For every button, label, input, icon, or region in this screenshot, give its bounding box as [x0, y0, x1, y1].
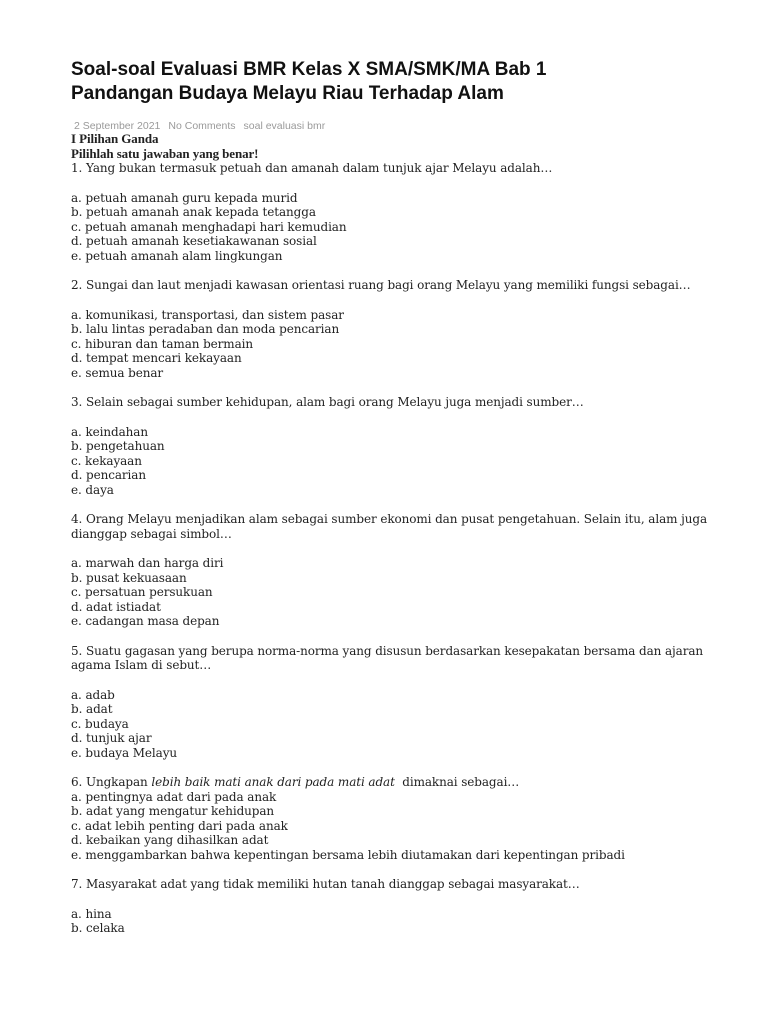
option-a: a. petuah amanah guru kepada murid: [71, 190, 298, 205]
option-e: e. daya: [71, 482, 114, 497]
instruction: Pilihlah satu jawaban yang benar!: [71, 145, 259, 161]
question-quote: lebih baik mati anak dari pada mati adat: [151, 775, 395, 789]
question-text: 1. Yang bukan termasuk petuah dan amanah dalam tunjuk ajar Melayu adalah…: [71, 161, 553, 175]
option-c: c. hiburan dan taman bermain: [71, 336, 254, 351]
option-d: d. adat istiadat: [71, 599, 161, 614]
question-7: [71, 877, 721, 936]
option-a: a. adab: [71, 687, 115, 702]
options-list: [71, 556, 721, 629]
question-6: [71, 775, 721, 862]
options-list: [71, 907, 721, 936]
options-list: [71, 790, 721, 863]
question-5: [71, 644, 721, 761]
options-list: [71, 425, 721, 498]
tag-link[interactable]: soal evaluasi bmr: [243, 120, 326, 132]
option-b: b. pengetahuan: [71, 439, 165, 453]
option-a: a. hina: [71, 906, 112, 921]
options-list: [71, 688, 721, 761]
option-b: b. petuah amanah anak kepada tetangga: [71, 205, 316, 219]
question-text-line-1: 4. Orang Melayu menjadikan alam sebagai sumber ekonomi dan pusat pengetahuan. Selain itu, alam juga: [71, 512, 708, 526]
option-a: a. marwah dan harga diri: [71, 556, 224, 570]
option-a: a. keindahan: [71, 424, 148, 439]
option-d: d. kebaikan yang dihasilkan adat: [71, 833, 269, 847]
question-3: [71, 395, 721, 497]
options-list: [71, 308, 721, 381]
question-text-line-1: 5. Suatu gagasan yang berupa norma-norma yang disusun berdasarkan kesepakatan bersama dan ajaran: [71, 643, 704, 658]
post-date[interactable]: 2 September 2021: [74, 120, 161, 132]
title-line-2: Pandangan Budaya Melayu Riau Terhadap Alam: [71, 83, 504, 104]
question-text-line-2: dianggap sebagai simbol…: [71, 526, 232, 541]
post-meta: [71, 120, 721, 132]
option-b: b. lalu lintas peradaban dan moda pencarian: [71, 322, 340, 336]
option-b: b. celaka: [71, 921, 125, 935]
question-1: [71, 161, 721, 263]
question-text: [71, 775, 721, 790]
option-c: c. persatuan persukuan: [71, 585, 213, 599]
option-a: a. komunikasi, transportasi, dan sistem pasar: [71, 307, 344, 322]
option-a: a. pentingnya adat dari pada anak: [71, 789, 277, 804]
option-b: b. adat: [71, 702, 113, 716]
option-b: b. adat yang mengatur kehidupan: [71, 804, 275, 818]
option-c: c. adat lebih penting dari pada anak: [71, 818, 288, 833]
title-line-1: Soal-soal Evaluasi BMR Kelas X SMA/SMK/MA Bab 1: [71, 59, 547, 80]
question-text: 7. Masyarakat adat yang tidak memiliki hutan tanah dianggap sebagai masyarakat…: [71, 877, 580, 891]
section-title: I Pilihan Ganda: [71, 131, 159, 146]
option-e: e. cadangan masa depan: [71, 614, 220, 628]
article-body: [71, 132, 721, 936]
article: [71, 58, 721, 936]
option-d: d. petuah amanah kesetiakawanan sosial: [71, 234, 317, 248]
option-c: c. budaya: [71, 716, 129, 731]
option-e: e. budaya Melayu: [71, 745, 178, 760]
option-b: b. pusat kekuasaan: [71, 570, 187, 585]
comments-link[interactable]: No Comments: [168, 120, 236, 132]
option-d: d. tempat mencari kekayaan: [71, 351, 242, 365]
options-list: [71, 191, 721, 264]
option-e: e. menggambarkan bahwa kepentingan bersama lebih diutamakan dari kepentingan pribadi: [71, 847, 625, 862]
question-prefix: 6. Ungkapan: [71, 775, 148, 789]
question-text: 2. Sungai dan laut menjadi kawasan orientasi ruang bagi orang Melayu yang memiliki fungsi sebagai…: [71, 278, 691, 292]
question-text-line-2: agama Islam di sebut…: [71, 658, 212, 672]
option-e: e. petuah amanah alam lingkungan: [71, 248, 283, 263]
option-d: d. pencarian: [71, 468, 146, 482]
option-c: c. petuah amanah menghadapi hari kemudian: [71, 219, 347, 234]
question-suffix: dimaknai sebagai…: [402, 775, 520, 789]
question-2: [71, 278, 721, 380]
question-text: 3. Selain sebagai sumber kehidupan, alam bagi orang Melayu juga menjadi sumber…: [71, 395, 584, 409]
option-d: d. tunjuk ajar: [71, 731, 152, 745]
article-title: [71, 58, 721, 106]
option-e: e. semua benar: [71, 365, 164, 380]
question-4: [71, 512, 721, 629]
option-c: c. kekayaan: [71, 453, 142, 468]
